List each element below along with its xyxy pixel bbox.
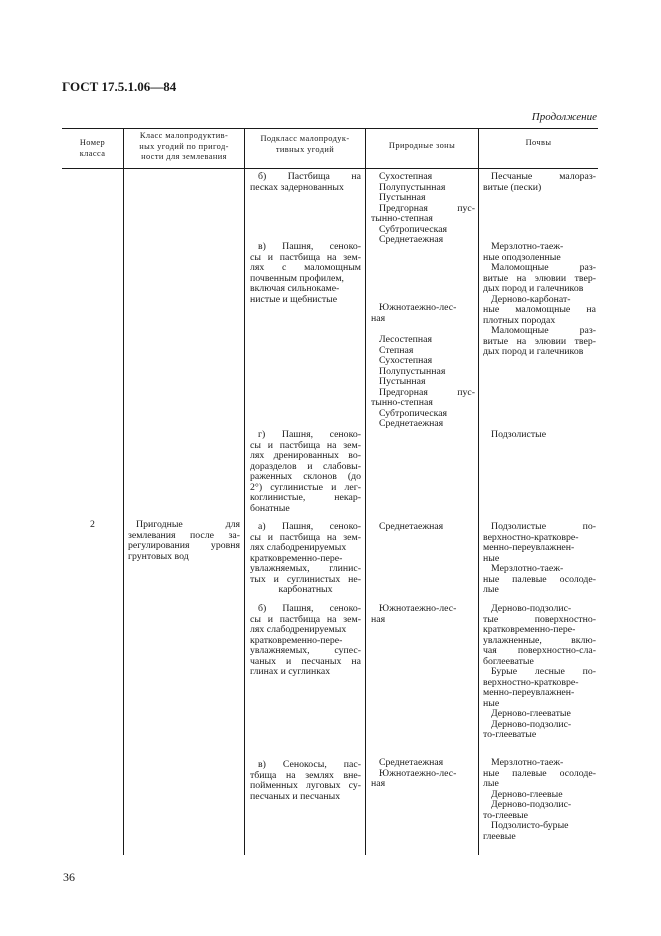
soil-block: Дерново-подзолис- тые поверхностно- кратковременно-пере- увлажненные, вклю- чая поверхностно-сла- боглееватые Бурые лесные по- верхностно-кратковре- менно-переувлажнен- ные Дерново-глееватые Дерново-подзолис- то-глееватые xyxy=(483,603,596,740)
table-top-rule xyxy=(62,128,598,129)
header-number: Номер класса xyxy=(79,138,106,158)
class-description: Пригодные для землевания после за- регулирования уровня грунтовых вод xyxy=(128,519,240,562)
zone-block: Южнотаежно-лес- ная xyxy=(371,302,457,324)
subclass-block: б) Пастбища на песках задернованных xyxy=(250,171,361,193)
zone-block: Среднетаежная Южнотаежно-лес- ная xyxy=(371,757,457,789)
soil-block: Мерзлотно-таеж- ные оподзоленные Маломощные раз- витые на элювии твер- дых пород и галечников Дерново-карбонат- ные маломощные на плотных породах Маломощные раз- витые на элювии твер- дых пород и галечников xyxy=(483,241,596,357)
soil-block: Подзолистые по- верхностно-кратковре- менно-переувлажнен- ные Мерзлотно-таеж- ные палевые осолоде- лые xyxy=(483,521,596,595)
column-divider xyxy=(365,128,366,855)
header-bottom-rule xyxy=(62,168,598,169)
page-number: 36 xyxy=(63,870,75,884)
soil-block: Подзолистые xyxy=(491,429,547,440)
header-zones: Природные зоны xyxy=(388,141,456,150)
subclass-block: в) Пашня, сеноко- сы и пастбища на зем- лях с маломощным почвенным профилем, включая сильнокаме- нистые и щебнистые xyxy=(250,241,361,305)
zone-block: Среднетаежная xyxy=(379,521,444,532)
column-divider xyxy=(244,128,245,855)
subclass-block: а) Пашня, сеноко- сы и пастбища на зем- лях слабодренируемых кратковременно-пере- увлажняемых, глинис- тых и суглинистых не- карбонатных xyxy=(250,521,361,595)
soil-block: Мерзлотно-таеж- ные палевые осолоде- лые Дерново-глеевые Дерново-подзолис- то-глеевые Подзолисто-бурые глеевые xyxy=(483,757,596,842)
document-title: ГОСТ 17.5.1.06—84 xyxy=(62,79,177,94)
column-divider xyxy=(478,128,479,855)
header-subclass: Подкласс малопродук- тивных угодий xyxy=(260,134,350,154)
continuation-label: Продолжение xyxy=(531,111,597,123)
soil-block: Песчаные малораз- витые (пески) xyxy=(483,171,596,193)
header-soils: Почвы xyxy=(525,138,552,147)
zone-block: Сухостепная Полупустынная Пустынная Предгорная пус- тынно-степная Субтропическая Среднетаежная xyxy=(371,171,475,245)
column-divider xyxy=(123,128,124,855)
subclass-block: б) Пашня, сеноко- сы и пастбища на зем- лях слабодренируемых кратковременно-пере- увлажняемых, супес- чаных и песчаных на глинах и суглинках xyxy=(250,603,361,677)
subclass-block: г) Пашня, сеноко- сы и пастбища на зем- лях дренированных во- доразделов и слабовы- раженных склонов (до 2°) суглинистые и лег- коглинистые, некар- бонатные xyxy=(250,429,361,514)
zone-block: Лесостепная Степная Сухостепная Полупустынная Пустынная Предгорная пус- тынно-степная Субтропическая Среднетаежная xyxy=(371,334,475,429)
subclass-block: в) Сенокосы, пас- тбища на землях вне- пойменных луговых су- песчаных и песчаных xyxy=(250,759,361,802)
zone-block: Южнотаежно-лес- ная xyxy=(371,603,457,625)
class-number: 2 xyxy=(90,519,95,530)
header-class: Класс малопродуктив- ных угодий по пригод- ности для землевания xyxy=(139,131,229,161)
